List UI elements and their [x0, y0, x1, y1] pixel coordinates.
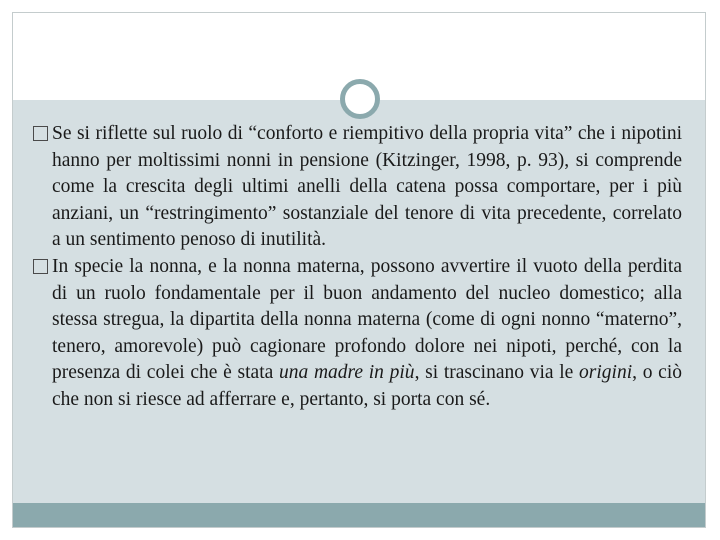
- checkbox-square-icon: [33, 126, 48, 141]
- emphasis-origini: origini: [579, 362, 633, 384]
- bullet-text-2c: , o ciò che non si riesce ad afferrare e, pertanto, si porta con sé.: [52, 362, 682, 410]
- bullet-text-2b: , si trascinano via le: [414, 362, 580, 384]
- footer-bar: [13, 503, 705, 527]
- checkbox-square-icon: [33, 259, 48, 274]
- ring-icon: [340, 79, 380, 119]
- bullet-item-1: [32, 121, 682, 254]
- slide-content: [32, 121, 682, 414]
- bullet-item-2: [32, 254, 682, 414]
- bullet-text-2a: In specie la nonna, e la nonna materna, possono avvertire il vuoto della perdita di un ruolo fondamentale per il buon andamento del nucleo domestico; alla stessa stregua, la dipartita della nonna materna (come di ogni nonno “materno”, tenero, amorevole) può cagionare profondo dolore nei nipoti, perché, con la presenza di colei che è stata: [52, 255, 682, 384]
- bullet-text-1: Se si riflette sul ruolo di “conforto e riempitivo della propria vita” che i nipotini hanno per moltissimi nonni in pensione (Kitzinger, 1998, p. 93), si comprende come la crescita degli ultimi anelli della catena possa comportare, per i più anziani, un “restringimento” sostanziale del tenore di vita precedente, correlato a un sentimento penoso di inutilità.: [52, 123, 682, 251]
- emphasis-madre: una madre in più: [278, 362, 415, 384]
